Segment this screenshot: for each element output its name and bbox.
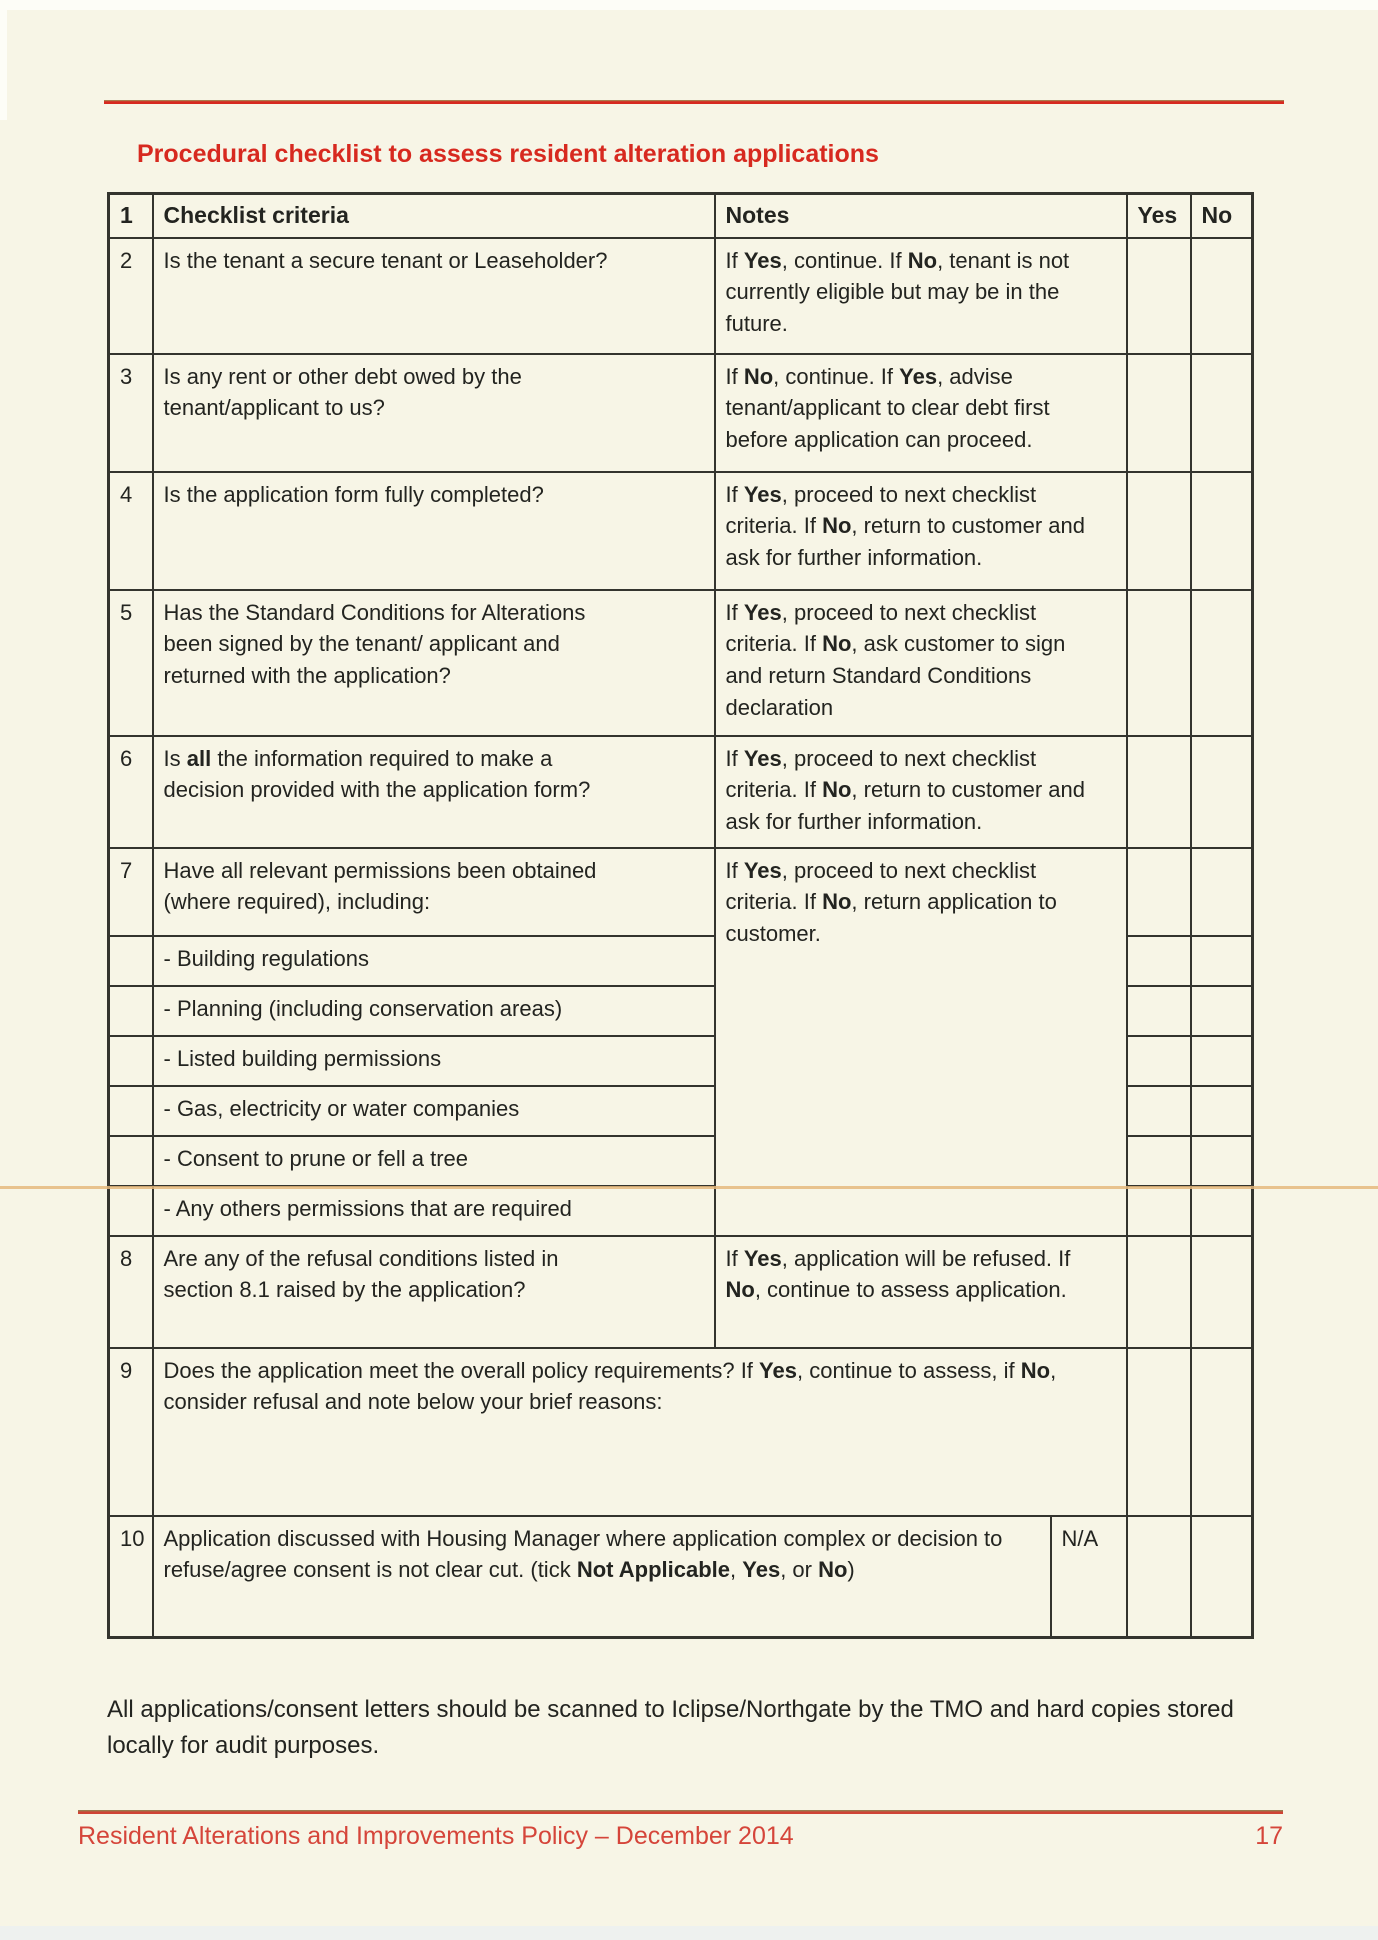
table-row-3 [109, 354, 1253, 472]
yes-tick-cell [1127, 1516, 1191, 1638]
notes-cell [715, 736, 1127, 848]
criteria-cell [153, 1036, 715, 1086]
criteria-cell [153, 1236, 715, 1348]
row-number-cell: 3 [109, 354, 153, 472]
criteria-cell [153, 986, 715, 1036]
table-row-4 [109, 472, 1253, 590]
header-no: No [1191, 194, 1253, 238]
footer-rule [78, 1810, 1283, 1814]
notes-text: If Yes, continue. If No, tenant is not currently eligible but may be in the future. [725, 247, 1070, 337]
yes-tick-cell [1127, 590, 1191, 736]
criteria-text: Is any rent or other debt owed by the tenant/applicant to us? [163, 363, 522, 421]
no-tick-cell [1191, 1086, 1253, 1136]
table-row-2 [109, 238, 1253, 354]
notes-cell [715, 354, 1127, 472]
yes-tick-cell [1127, 736, 1191, 848]
row-number-cell [109, 1186, 153, 1236]
notes-cell [715, 590, 1127, 736]
row-number-cell: 8 [109, 1236, 153, 1348]
yes-tick-cell [1127, 238, 1191, 354]
header-notes: Notes [715, 194, 1127, 238]
row-number-cell: 2 [109, 238, 153, 354]
scan-artifact-line [0, 1186, 1378, 1189]
yes-tick-cell [1127, 986, 1191, 1036]
notes-text: If Yes, proceed to next checklist criteria. If No, return to customer and ask for further information. [725, 481, 1085, 571]
header-number: 1 [109, 194, 153, 238]
notes-cell [715, 1236, 1127, 1348]
criteria-cell [153, 354, 715, 472]
row-number-cell: 4 [109, 472, 153, 590]
criteria-text: Has the Standard Conditions for Alterations been signed by the tenant/ applicant and returned with the application? [163, 599, 586, 689]
yes-tick-cell [1127, 1186, 1191, 1236]
sub-item-text: - Planning (including conservation areas) [163, 995, 563, 1021]
criteria-cell [153, 590, 715, 736]
top-rule [104, 100, 1284, 104]
no-tick-cell [1191, 1136, 1253, 1186]
yes-tick-cell [1127, 1086, 1191, 1136]
header-yes: Yes [1127, 194, 1191, 238]
table-row-10 [109, 1516, 1253, 1638]
no-tick-cell [1191, 354, 1253, 472]
checklist-table [107, 192, 1254, 1639]
notes-text: If Yes, proceed to next checklist criteria. If No, ask customer to sign and return Standard Conditions declaration [725, 599, 1066, 721]
sub-item-text: - Listed building permissions [163, 1045, 442, 1071]
table-row-8 [109, 1236, 1253, 1348]
no-tick-cell [1191, 1186, 1253, 1236]
no-tick-cell [1191, 1348, 1253, 1516]
no-tick-cell [1191, 590, 1253, 736]
no-tick-cell [1191, 936, 1253, 986]
no-tick-cell [1191, 1516, 1253, 1638]
table-row-7 [109, 848, 1253, 936]
criteria-cell [153, 936, 715, 986]
checklist-table-container [107, 192, 1254, 1639]
yes-tick-cell [1127, 848, 1191, 936]
no-tick-cell [1191, 238, 1253, 354]
criteria-cell [153, 1136, 715, 1186]
sub-item-text: - Any others permissions that are required [163, 1195, 572, 1221]
yes-tick-cell [1127, 354, 1191, 472]
no-tick-cell [1191, 472, 1253, 590]
merged-question-cell [153, 1348, 1127, 1516]
criteria-cell [153, 238, 715, 354]
page-heading: Procedural checklist to assess resident alteration applications [137, 140, 879, 168]
footer-title: Resident Alterations and Improvements Policy – December 2014 [78, 1822, 794, 1850]
row-number-cell: 10 [109, 1516, 153, 1638]
criteria-cell [153, 848, 715, 936]
sub-item-text: - Building regulations [163, 945, 369, 971]
page-number: 17 [1255, 1822, 1283, 1850]
row-number-cell: 7 [109, 848, 153, 936]
yes-tick-cell [1127, 1348, 1191, 1516]
row-number-cell [109, 1036, 153, 1086]
criteria-text: Are any of the refusal conditions listed in section 8.1 raised by the application? [163, 1245, 559, 1303]
question-text: Application discussed with Housing Manager where application complex or decision to refuse/agree consent is not clear cut. (tick Not Applicable, Yes, or No) [163, 1525, 1003, 1583]
table-row-6 [109, 736, 1253, 848]
notes-cell [715, 472, 1127, 590]
sub-item-text: - Consent to prune or fell a tree [163, 1145, 468, 1171]
notes-text: If Yes, proceed to next checklist criteria. If No, return to customer and ask for further information. [725, 745, 1085, 835]
no-tick-cell [1191, 986, 1253, 1036]
notes-text: If No, continue. If Yes, advise tenant/applicant to clear debt first before application can proceed. [725, 363, 1050, 453]
yes-tick-cell [1127, 472, 1191, 590]
row-number-cell [109, 1086, 153, 1136]
row-number-cell [109, 1136, 153, 1186]
no-tick-cell [1191, 736, 1253, 848]
notes-text: If Yes, proceed to next checklist criteria. If No, return application to customer. [725, 857, 1057, 947]
criteria-cell [153, 472, 715, 590]
table-row-9 [109, 1348, 1253, 1516]
row-number-cell: 5 [109, 590, 153, 736]
criteria-cell [153, 1186, 715, 1236]
row-number-cell [109, 986, 153, 1036]
yes-tick-cell [1127, 1136, 1191, 1186]
scan-edge-top [0, 0, 1378, 10]
question-text: Does the application meet the overall policy requirements? If Yes, continue to assess, if No, consider refusal and note below your brief reasons: [163, 1357, 1057, 1415]
no-tick-cell [1191, 1036, 1253, 1086]
no-tick-cell [1191, 1236, 1253, 1348]
criteria-text: Have all relevant permissions been obtained (where required), including: [163, 857, 597, 915]
scan-edge-left [0, 0, 7, 120]
footer-note: All applications/consent letters should be scanned to Iclipse/Northgate by the TMO and hard copies stored locally for audit purposes. [107, 1696, 1234, 1759]
yes-tick-cell [1127, 1236, 1191, 1348]
table-row-5 [109, 590, 1253, 736]
notes-cell [715, 848, 1127, 1236]
criteria-cell [153, 736, 715, 848]
table-header-row [109, 194, 1253, 238]
row-number-cell [109, 936, 153, 986]
row-number-cell: 6 [109, 736, 153, 848]
yes-tick-cell [1127, 936, 1191, 986]
no-tick-cell [1191, 848, 1253, 936]
criteria-text: Is all the information required to make a decision provided with the application form? [163, 745, 591, 803]
notes-text: If Yes, application will be refused. If No, continue to assess application. [725, 1245, 1071, 1303]
merged-question-cell [153, 1516, 1051, 1638]
criteria-cell [153, 1086, 715, 1136]
header-criteria: Checklist criteria [153, 194, 715, 238]
yes-tick-cell [1127, 1036, 1191, 1086]
criteria-text: Is the tenant a secure tenant or Leaseholder? [163, 247, 608, 273]
notes-cell [715, 238, 1127, 354]
sub-item-text: - Gas, electricity or water companies [163, 1095, 520, 1121]
criteria-text: Is the application form fully completed? [163, 481, 544, 507]
row-number-cell: 9 [109, 1348, 153, 1516]
na-cell: N/A [1051, 1516, 1127, 1638]
scan-edge-bottom [0, 1926, 1378, 1940]
